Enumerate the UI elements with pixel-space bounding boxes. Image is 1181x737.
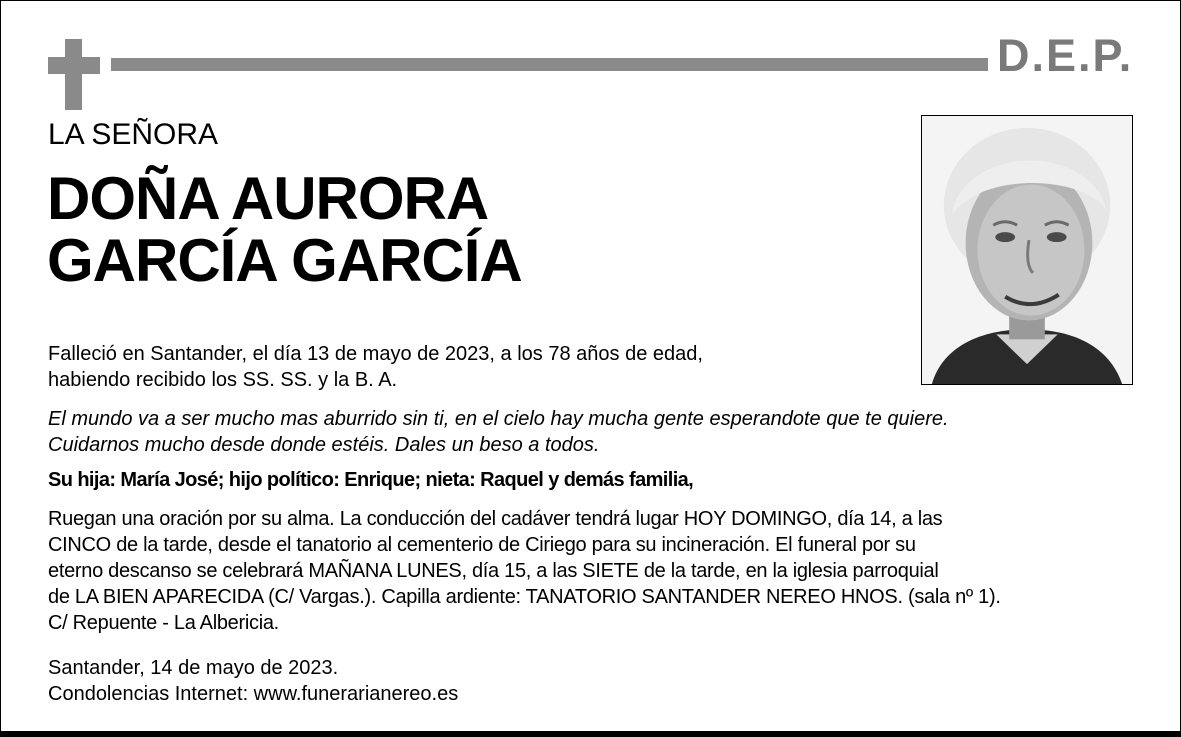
service-line-3: eterno descanso se celebrará MAÑANA LUNES, día 15, a las SIETE de la tarde, en la iglesia parroquial [48, 560, 939, 582]
header-divider [111, 58, 988, 71]
service-line-1: Ruegan una oración por su alma. La conducción del cadáver tendrá lugar HOY DOMINGO, día 14, a las [48, 508, 943, 530]
farewell-quote-line-2: Cuidarnos mucho desde donde estéis. Dales un beso a todos. [48, 434, 600, 456]
name-line-2: GARCÍA GARCÍA [47, 227, 522, 294]
service-line-2: CINCO de la tarde, desde el tanatorio al cementerio de Ciriego para su incineración. El funeral por su [48, 534, 916, 556]
honorific-title: LA SEÑORA [48, 118, 219, 151]
dep-label: D.E.P. [997, 30, 1134, 81]
service-line-5: C/ Repuente - La Albericia. [48, 612, 279, 634]
bottom-border [1, 731, 1180, 737]
cross-icon [48, 39, 100, 110]
farewell-quote-line-1: El mundo va a ser mucho mas aburrido sin ti, en el cielo hay mucha gente esperandote que te quiere. [48, 408, 949, 430]
death-info-line-1: Falleció en Santander, el día 13 de mayo de 2023, a los 78 años de edad, [48, 343, 703, 365]
death-info-line-2: habiendo recibido los SS. SS. y la B. A. [48, 369, 398, 391]
family-line: Su hija: María José; hijo político: Enrique; nieta: Raquel y demás familia, [48, 469, 694, 491]
condolences-line: Condolencias Internet: www.funerarianereo.es [48, 683, 459, 705]
deceased-name [47, 165, 522, 294]
service-line-4: de LA BIEN APARECIDA (C/ Vargas.). Capilla ardiente: TANATORIO SANTANDER NEREO HNOS. (sala nº 1). [48, 586, 1001, 608]
portrait-photo [921, 115, 1133, 385]
name-line-1: DOÑA AURORA [47, 165, 489, 232]
date-line: Santander, 14 de mayo de 2023. [48, 657, 339, 679]
